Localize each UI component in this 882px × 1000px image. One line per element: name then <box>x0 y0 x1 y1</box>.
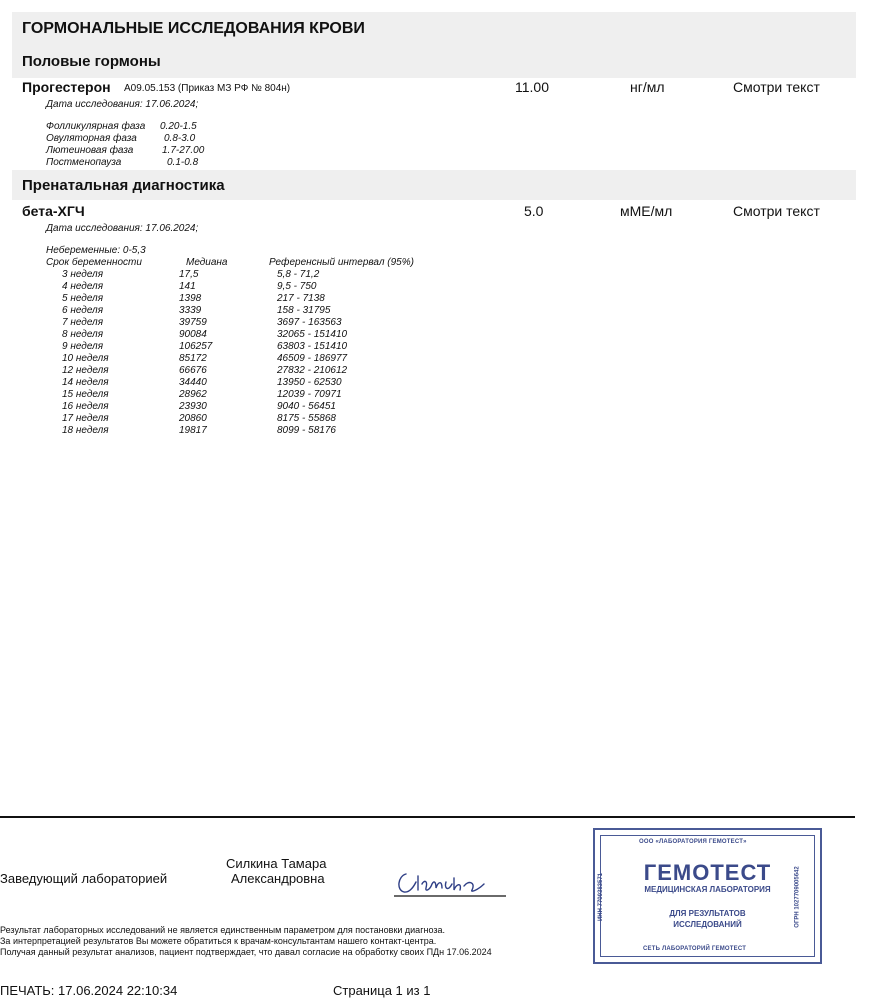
phase-row: Постменопауза <box>46 157 122 168</box>
table-cell-median: 17,5 <box>179 269 199 280</box>
signer-name-line1: Силкина Тамара <box>226 856 327 871</box>
table-cell-interval: 217 - 7138 <box>277 293 325 304</box>
table-cell-term: 16 неделя <box>62 401 109 412</box>
table-header-interval: Референсный интервал (95%) <box>269 257 414 268</box>
signer-name-line2: Александровна <box>231 871 325 886</box>
signature <box>392 866 508 900</box>
table-cell-term: 7 неделя <box>62 317 104 328</box>
table-cell-median: 3339 <box>179 305 202 316</box>
section-title-prenatal: Пренатальная диагностика <box>22 177 225 194</box>
table-cell-median: 23930 <box>179 401 207 412</box>
disclaimer-line-3: Получая данный результат анализов, пациент подтверждает, что давал согласие на обработку своих ПДн 17.06.2024 <box>0 947 492 957</box>
table-cell-term: 17 неделя <box>62 413 109 424</box>
table-cell-term: 3 неделя <box>62 269 104 280</box>
table-cell-median: 66676 <box>179 365 207 376</box>
phase-range: 0.20-1.5 <box>160 121 197 132</box>
result-reference-progesterone: Смотри текст <box>733 79 820 95</box>
table-header-median: Медиана <box>186 257 228 268</box>
result-reference-bhcg: Смотри текст <box>733 203 820 219</box>
table-cell-interval: 8175 - 55868 <box>277 413 336 424</box>
disclaimer-line-2: За интерпретацией результатов Вы можете обратиться к врачам-консультантам нашего контакт-центра. <box>0 936 437 946</box>
result-value-bhcg: 5.0 <box>524 203 544 219</box>
signature-text: Силкина <box>392 866 396 867</box>
table-cell-interval: 8099 - 58176 <box>277 425 336 436</box>
phase-row: Фолликулярная фаза <box>46 121 146 132</box>
test-date-bhcg: Дата исследования: 17.06.2024; <box>46 223 199 234</box>
section-title-sex-hormones: Половые гормоны <box>22 53 161 70</box>
result-unit-bhcg: мМЕ/мл <box>620 203 673 219</box>
table-cell-interval: 27832 - 210612 <box>277 365 348 376</box>
table-cell-term: 15 неделя <box>62 389 109 400</box>
footer-divider <box>0 816 855 818</box>
table-cell-term: 14 неделя <box>62 377 109 388</box>
stamp-inn: ИНН 7709383571 <box>598 872 605 922</box>
stamp-bottom-text: СЕТЬ ЛАБОРАТОРИЙ ГЕМОТЕСТ <box>643 946 747 952</box>
table-cell-median: 90084 <box>179 329 207 340</box>
table-cell-median: 1398 <box>179 293 202 304</box>
table-header-term: Срок беременности <box>46 257 142 268</box>
test-date-progesterone: Дата исследования: 17.06.2024; <box>46 99 199 110</box>
phase-range: 0.1-0.8 <box>167 157 199 168</box>
table-cell-median: 20860 <box>179 413 207 424</box>
table-cell-median: 106257 <box>179 341 213 352</box>
report-title: ГОРМОНАЛЬНЫЕ ИССЛЕДОВАНИЯ КРОВИ <box>22 20 365 37</box>
table-cell-term: 6 неделя <box>62 305 104 316</box>
table-cell-interval: 32065 - 151410 <box>277 329 348 340</box>
print-timestamp: ПЕЧАТЬ: 17.06.2024 22:10:34 <box>0 983 178 998</box>
test-name-bhcg: бета-ХГЧ <box>22 203 85 219</box>
table-cell-term: 12 неделя <box>62 365 109 376</box>
disclaimer-line-1: Результат лабораторных исследований не является единственным параметром для постановки диагноза. <box>0 925 445 935</box>
table-cell-term: 8 неделя <box>62 329 104 340</box>
phase-range: 1.7-27.00 <box>162 145 205 156</box>
table-cell-interval: 3697 - 163563 <box>277 317 342 328</box>
stamp-ogrn: ОГРН 1027709005642 <box>794 866 801 928</box>
table-cell-interval: 5,8 - 71,2 <box>277 269 320 280</box>
table-cell-interval: 63803 - 151410 <box>277 341 348 352</box>
table-cell-term: 4 неделя <box>62 281 104 292</box>
non-pregnant-range: Небеременные: 0-5,3 <box>46 245 146 256</box>
table-cell-median: 19817 <box>179 425 207 436</box>
table-cell-median: 28962 <box>179 389 207 400</box>
test-code: A09.05.153 (Приказ МЗ РФ № 804н) <box>124 83 291 94</box>
stamp-top-text: ООО «ЛАБОРАТОРИЯ ГЕМОТЕСТ» <box>639 839 747 845</box>
table-cell-median: 85172 <box>179 353 207 364</box>
result-value-progesterone: 11.00 <box>515 79 549 95</box>
table-cell-interval: 9040 - 56451 <box>277 401 336 412</box>
table-cell-median: 141 <box>179 281 196 292</box>
table-cell-interval: 158 - 31795 <box>277 305 331 316</box>
lab-head-position: Заведующий лабораторией <box>0 871 168 886</box>
result-unit-progesterone: нг/мл <box>630 79 665 95</box>
stamp-subtitle: МЕДИЦИНСКАЯ ЛАБОРАТОРИЯ <box>644 885 771 894</box>
stamp-brand: ГЕМОТЕСТ <box>643 860 772 885</box>
table-cell-interval: 46509 - 186977 <box>277 353 348 364</box>
test-name-progesterone: Прогестерон <box>22 79 111 95</box>
table-cell-term: 10 неделя <box>62 353 109 364</box>
table-cell-term: 18 неделя <box>62 425 109 436</box>
table-cell-term: 9 неделя <box>62 341 104 352</box>
table-cell-interval: 12039 - 70971 <box>277 389 342 400</box>
table-cell-median: 34440 <box>179 377 207 388</box>
table-cell-interval: 9,5 - 750 <box>277 281 317 292</box>
phase-row: Лютеиновая фаза <box>46 145 134 156</box>
stamp-for-results: ДЛЯ РЕЗУЛЬТАТОВ ИССЛЕДОВАНИЙ <box>669 909 746 929</box>
table-cell-interval: 13950 - 62530 <box>277 377 342 388</box>
table-cell-term: 5 неделя <box>62 293 104 304</box>
phase-row: Овуляторная фаза <box>46 133 137 144</box>
table-cell-median: 39759 <box>179 317 207 328</box>
lab-stamp <box>593 828 822 964</box>
phase-range: 0.8-3.0 <box>164 133 196 144</box>
page-number: Страница 1 из 1 <box>333 983 431 998</box>
